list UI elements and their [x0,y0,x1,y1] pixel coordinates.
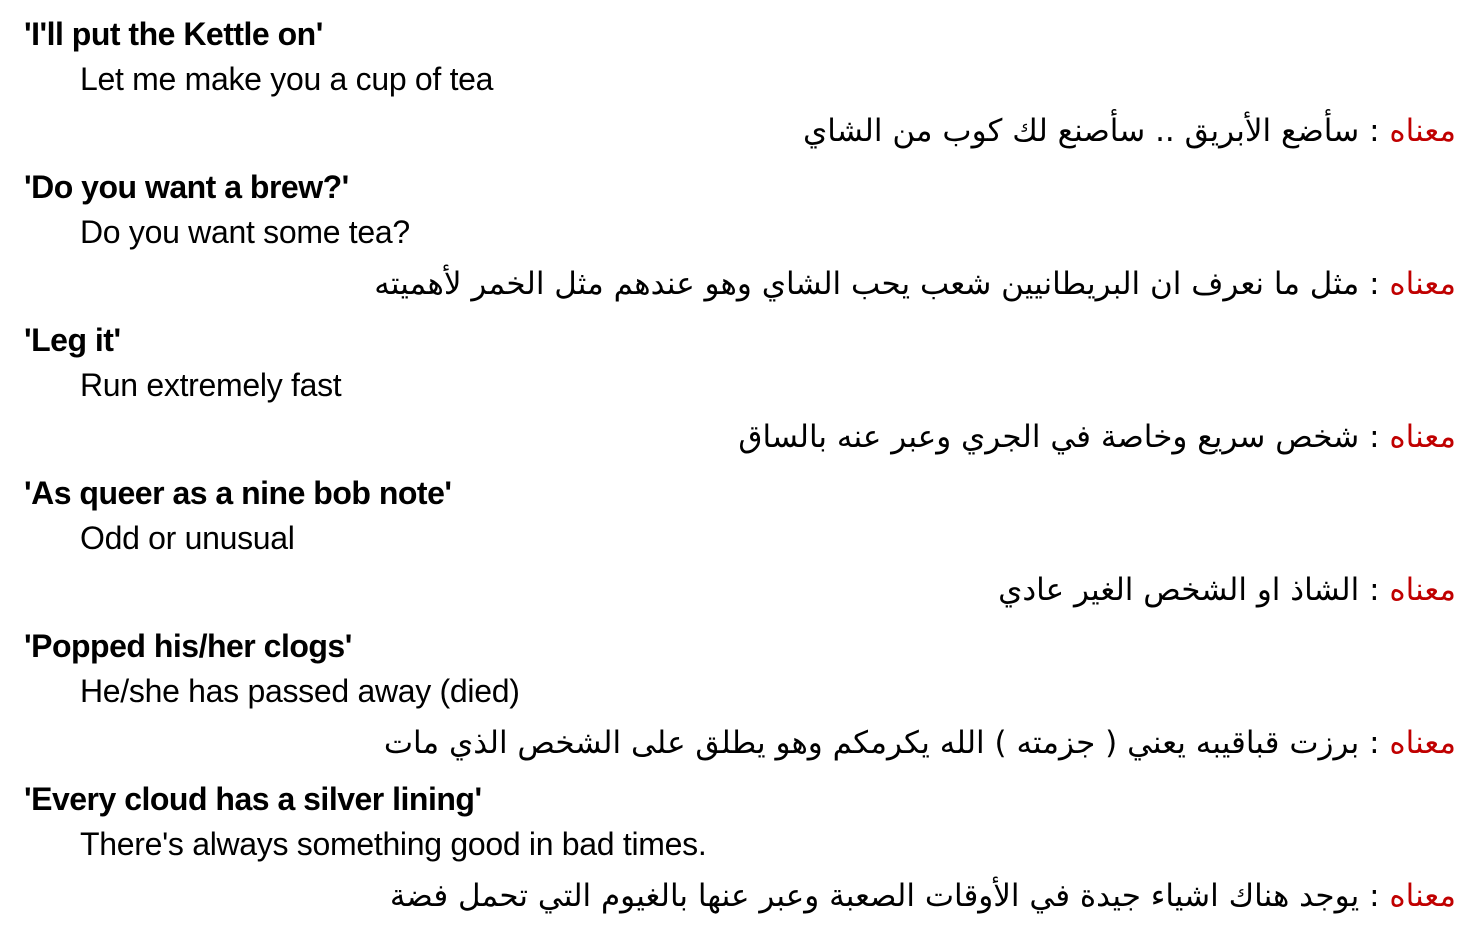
arabic-meaning-line [390,874,1456,918]
idiom-phrase: 'Popped his/her clogs' [24,628,352,664]
idiom-entry [0,306,1478,459]
arabic-meaning: سأضع الأبريق .. سأصنع لك كوب من الشاي [803,113,1360,149]
idiom-entry [0,0,1478,153]
idiom-entry [0,765,1478,918]
idiom-phrase: 'Leg it' [24,322,121,358]
separator: : [1359,725,1390,761]
english-meaning: Do you want some tea? [80,214,410,250]
arabic-meaning: يوجد هناك اشياء جيدة في الأوقات الصعبة وعبر عنها بالغيوم التي تحمل فضة [389,878,1360,914]
meaning-label: معناه [1389,266,1456,302]
arabic-meaning-line [998,568,1456,612]
idiom-entry [0,612,1478,765]
arabic-meaning-line [803,109,1456,153]
arabic-meaning: برزت قباقيبه يعني ( جزمته ) الله يكرمكم وهو يطلق على الشخص الذي مات [383,725,1360,761]
separator: : [1359,419,1390,455]
english-meaning: Odd or unusual [80,520,295,556]
meaning-label: معناه [1389,878,1456,914]
separator: : [1359,878,1390,914]
arabic-meaning: الشاذ او الشخص الغير عادي [998,572,1360,608]
meaning-label: معناه [1389,572,1456,608]
english-meaning: He/she has passed away (died) [80,673,520,709]
meaning-label: معناه [1389,419,1456,455]
idiom-phrase: 'As queer as a nine bob note' [24,475,452,511]
separator: : [1359,572,1390,608]
separator: : [1359,113,1390,149]
arabic-meaning: مثل ما نعرف ان البريطانيين شعب يحب الشاي وهو عندهم مثل الخمر لأهميته [374,266,1360,302]
idiom-phrase: 'I'll put the Kettle on' [24,16,323,52]
separator: : [1359,266,1390,302]
idiom-phrase: 'Every cloud has a silver lining' [24,781,482,817]
arabic-meaning-line [384,721,1456,765]
arabic-meaning-line [738,415,1456,459]
english-meaning: Let me make you a cup of tea [80,61,494,97]
english-meaning: There's always something good in bad times. [80,826,707,862]
meaning-label: معناه [1389,113,1456,149]
idiom-entry [0,153,1478,306]
meaning-label: معناه [1389,725,1456,761]
arabic-meaning: شخص سريع وخاصة في الجري وعبر عنه بالساق [738,419,1360,455]
idiom-phrase: 'Do you want a brew?' [24,169,349,205]
idiom-entry [0,459,1478,612]
english-meaning: Run extremely fast [80,367,342,403]
arabic-meaning-line [374,262,1456,306]
